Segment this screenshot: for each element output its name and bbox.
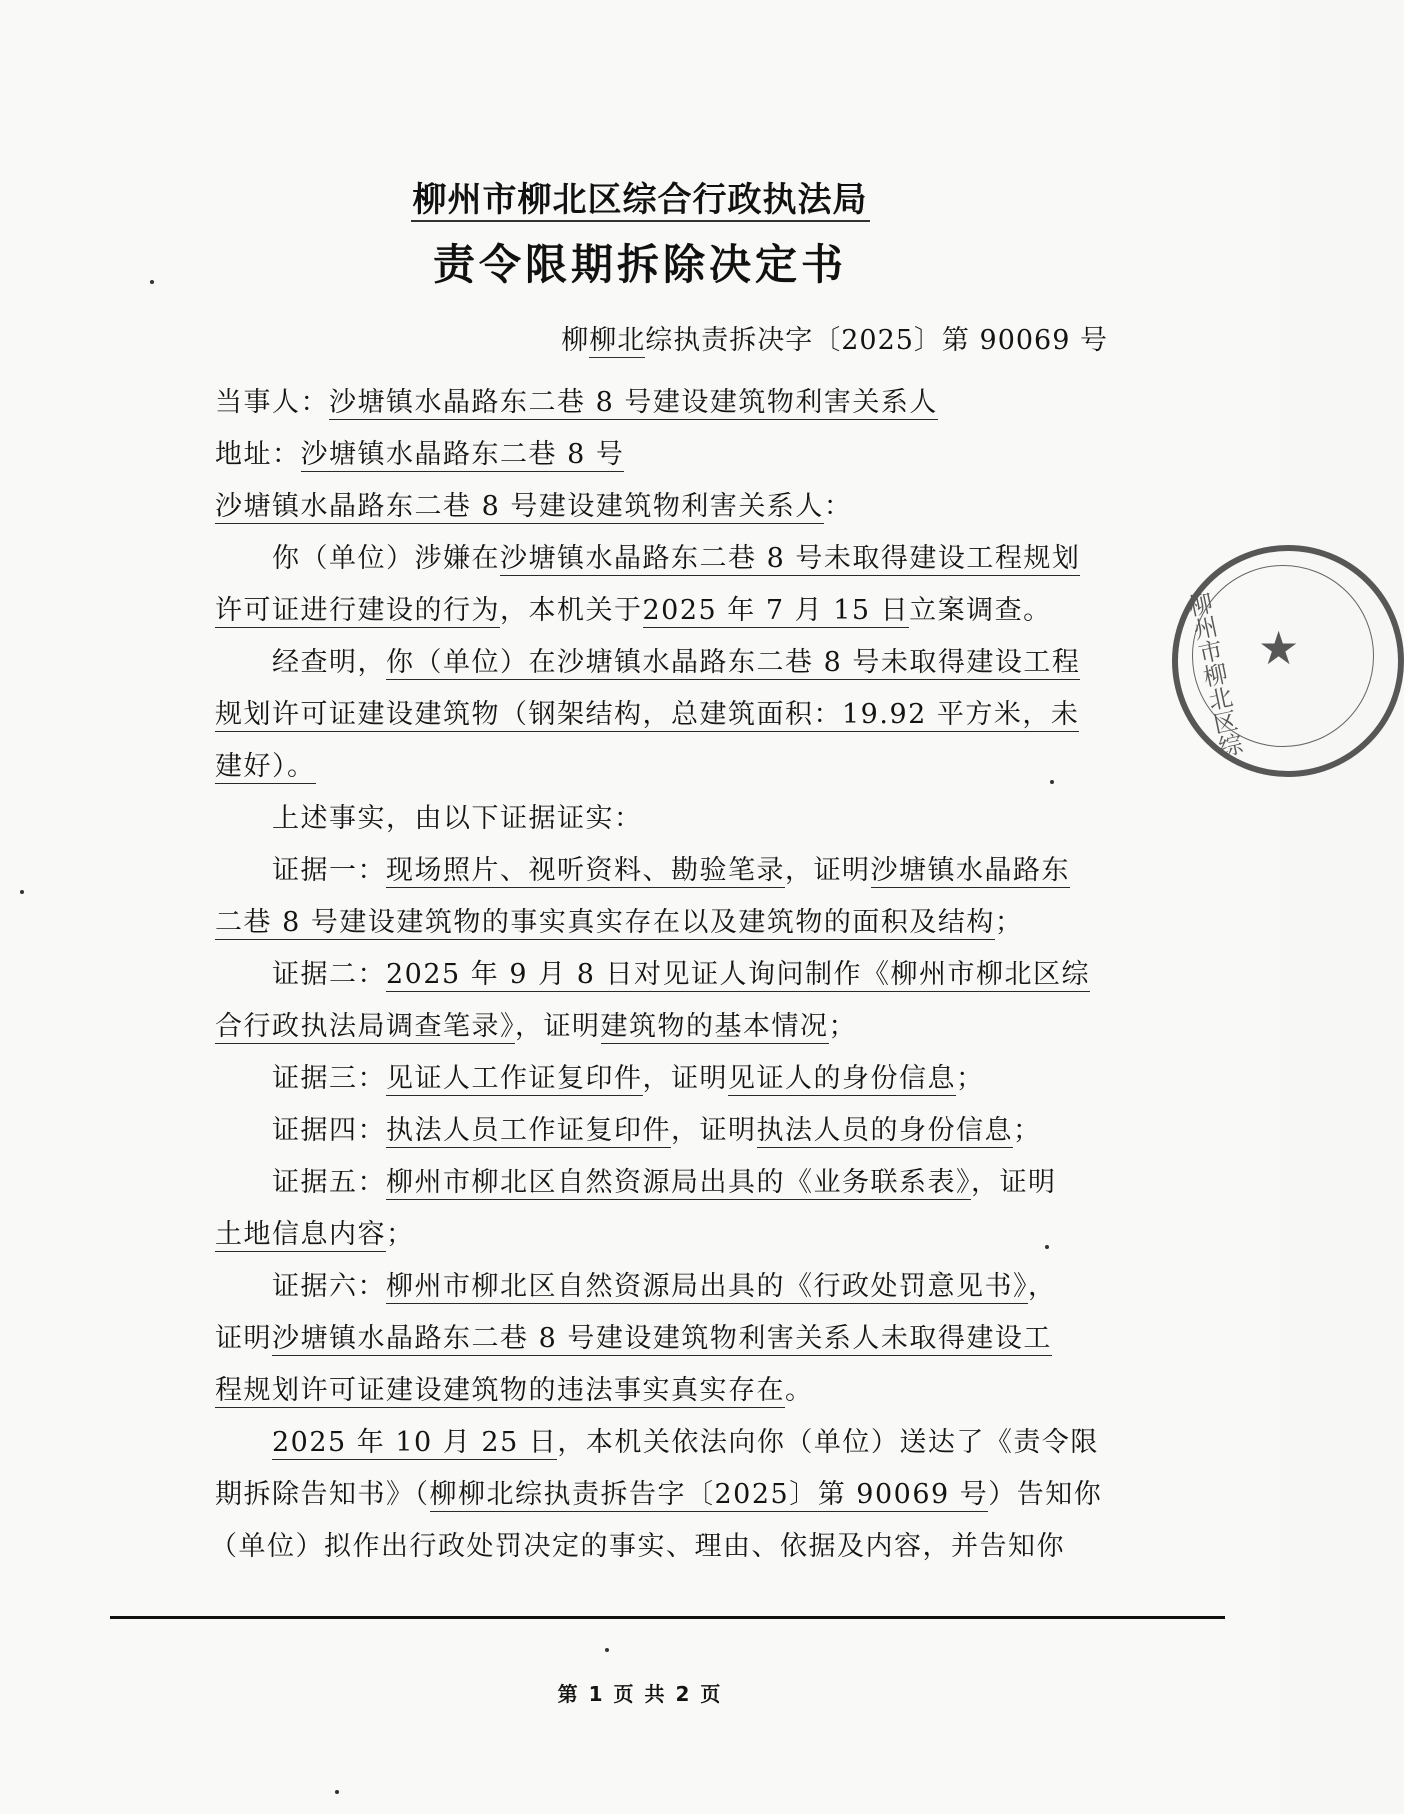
scan-speck xyxy=(20,890,24,894)
paragraph-2-line-3: 建好）。 xyxy=(215,751,316,782)
evidence-6-line-3: 程规划许可证建设建筑物的违法事实真实存在。 xyxy=(215,1375,814,1406)
seal-text: 柳州市柳北区综 xyxy=(1181,590,1245,761)
evidence-2-line-2: 合行政执法局调查笔录》，证明建筑物的基本情况； xyxy=(215,1011,857,1042)
notice-line-2: 期拆除告知书》（柳柳北综执责拆告字〔2025〕第 90069 号）告知你 xyxy=(215,1479,1103,1510)
seal-star-icon: ★ xyxy=(1258,621,1300,675)
footer-divider xyxy=(110,1616,1225,1619)
evidence-1-line-1: 证据一：现场照片、视听资料、勘验笔录，证明沙塘镇水晶路东 xyxy=(272,855,1070,886)
party-line: 当事人：沙塘镇水晶路东二巷 8 号建设建筑物利害关系人 xyxy=(215,387,938,418)
paragraph-1-line-2: 许可证进行建设的行为，本机关于2025 年 7 月 15 日立案调查。 xyxy=(215,595,1052,626)
address-line: 地址：沙塘镇水晶路东二巷 8 号 xyxy=(215,439,625,470)
salutation-line: 沙塘镇水晶路东二巷 8 号建设建筑物利害关系人： xyxy=(215,491,853,522)
evidence-6-line-2: 证明沙塘镇水晶路东二巷 8 号建设建筑物利害关系人未取得建设工 xyxy=(215,1323,1052,1354)
evidence-6-line-1: 证据六：柳州市柳北区自然资源局出具的《行政处罚意见书》， xyxy=(272,1271,1057,1302)
scan-speck xyxy=(1050,780,1054,784)
document-number: 柳柳北综执责拆决字〔2025〕第 90069 号 xyxy=(561,325,1108,356)
evidence-intro: 上述事实，由以下证据证实： xyxy=(272,803,643,834)
paragraph-2-line-2: 规划许可证建设建筑物（钢架结构，总建筑面积：19.92 平方米，未 xyxy=(215,699,1080,730)
evidence-2-line-1: 证据二：2025 年 9 月 8 日对见证人询问制作《柳州市柳北区综 xyxy=(272,959,1090,990)
page-number: 第 1 页 共 2 页 xyxy=(557,1682,723,1706)
scan-speck xyxy=(605,1648,609,1652)
paragraph-2-line-1: 经查明，你（单位）在沙塘镇水晶路东二巷 8 号未取得建设工程 xyxy=(272,647,1081,678)
agency-title: 柳州市柳北区综合行政执法局 xyxy=(412,180,868,220)
evidence-3-line: 证据三：见证人工作证复印件，证明见证人的身份信息； xyxy=(272,1063,985,1094)
scan-speck xyxy=(1045,1245,1049,1249)
paragraph-1-line-1: 你（单位）涉嫌在沙塘镇水晶路东二巷 8 号未取得建设工程规划 xyxy=(272,543,1081,574)
notice-line-1: 2025 年 10 月 25 日，本机关依法向你（单位）送达了《责令限 xyxy=(272,1427,1099,1458)
document-title: 责令限期拆除决定书 xyxy=(432,240,847,289)
evidence-4-line: 证据四：执法人员工作证复印件，证明执法人员的身份信息； xyxy=(272,1115,1042,1146)
official-seal xyxy=(1172,545,1404,777)
evidence-5-line-1: 证据五：柳州市柳北区自然资源局出具的《业务联系表》，证明 xyxy=(272,1167,1057,1198)
evidence-5-line-2: 土地信息内容； xyxy=(215,1219,415,1250)
scan-speck xyxy=(150,280,154,284)
scan-speck xyxy=(335,1790,339,1794)
evidence-1-line-2: 二巷 8 号建设建筑物的事实真实存在以及建筑物的面积及结构； xyxy=(215,907,1024,938)
notice-line-3: （单位）拟作出行政处罚决定的事实、理由、依据及内容，并告知你 xyxy=(210,1531,1065,1562)
